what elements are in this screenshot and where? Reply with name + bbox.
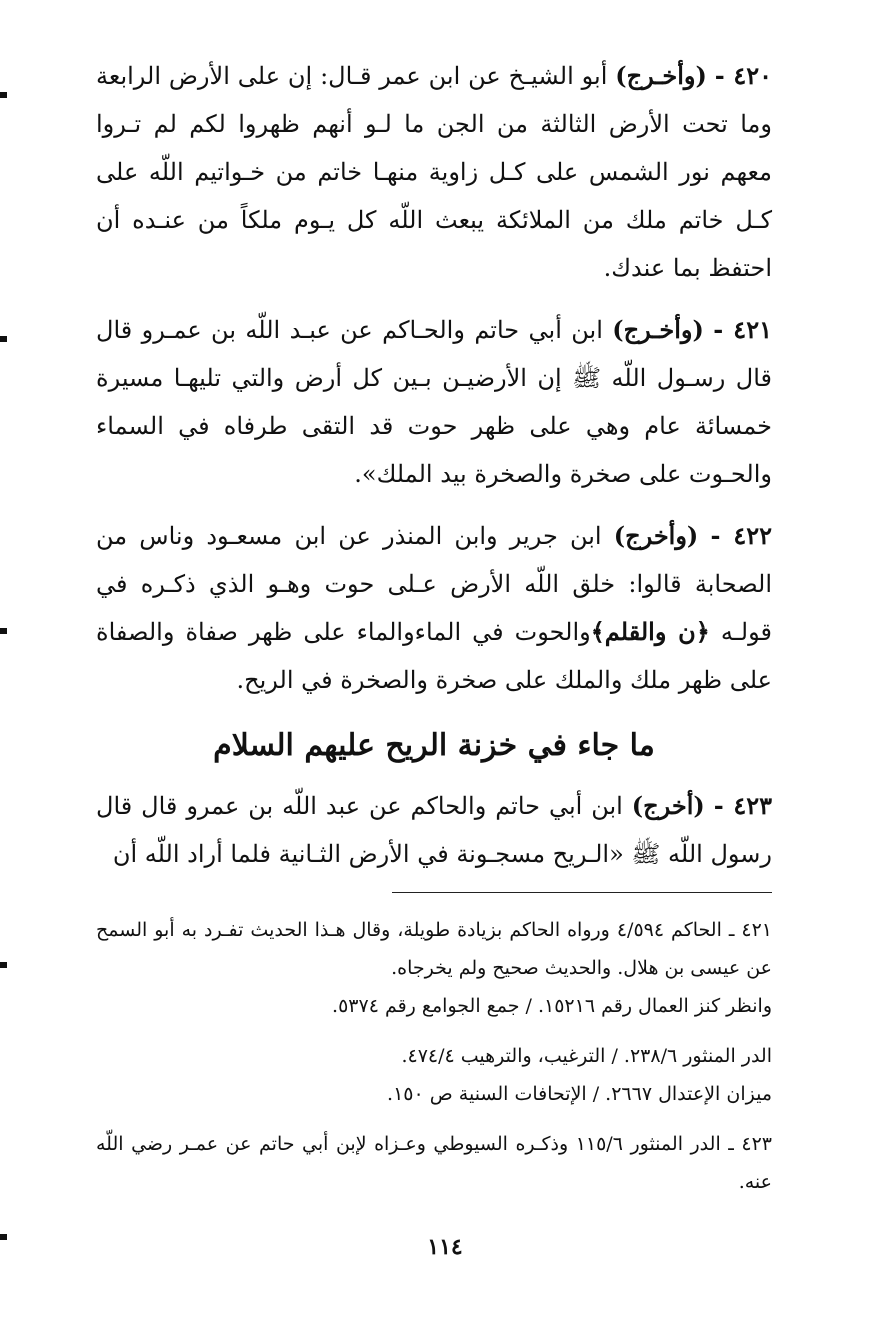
hadith-keyword: (وأخـرج): [612, 315, 704, 344]
hadith-number: ٤٢٢ -: [710, 521, 772, 550]
hadith-420: [96, 52, 772, 292]
hadith-number: ٤٢٣ -: [713, 791, 772, 820]
footnote-line: وانظر كنز العمال رقم ١٥٢١٦. / جمع الجوامع رقم ٥٣٧٤.: [332, 995, 772, 1017]
footnote-421: ٤٢١ ـ الحاكم ٤/٥٩٤ ورواه الحاكم بزيادة طويلة، وقال هـذا الحديث تفـرد به أبو السمح عن عيسى بن هلال. والحديث صحيح ولم يخرجاه.: [96, 919, 772, 979]
footnote-line: الدر المنثور ٢٣٨/٦. / الترغيب، والترهيب ٤٧٤/٤.: [401, 1045, 772, 1067]
footnotes: [96, 911, 772, 1201]
hadith-number: ٤٢١ -: [713, 315, 772, 344]
hadith-keyword: (وأخـرج): [615, 61, 707, 90]
footnote-line: ميزان الإعتدال ٢٦٦٧. / الإتحافات السنية ص ١٥٠.: [387, 1083, 772, 1105]
hadith-423: [96, 782, 772, 878]
scan-edge-mark: [0, 1234, 7, 1240]
hadith-text: ابن جرير وابن المنذر عن ابن مسعـود وناس من الصحابة قالوا: خلق اللّه الأرض عـلى حوت وهـو الذي ذكـره في قولـه: [96, 522, 772, 646]
hadith-number: ٤٢٠ -: [714, 61, 772, 90]
scan-edge-mark: [0, 628, 7, 634]
hadith-text: ابن أبي حاتم والحاكم عن عبد اللّه بن عمرو قال قال رسول اللّه ﷺ «الـريح مسجـونة في الأرض الثـانية فلما أراد اللّه أن: [96, 792, 772, 868]
footnote-divider: [392, 892, 772, 893]
hadith-text: ابن أبي حاتم والحـاكم عن عبـد اللّه بن عمـرو قال قال رسـول اللّه ﷺ إن الأرضيـن بـين كل أرض والتي تليهـا مسيرة خمسائة عام وهي على ظهر حوت قد التقى طرفاه في السماء والحـوت على صخرة والصخرة بيد الملك».: [96, 316, 772, 488]
scan-edge-mark: [0, 336, 7, 342]
hadith-422: [96, 512, 772, 704]
hadith-text-continued: والحوت في الماءوالماء على ظهر صفاة والصفاة على ظهر ملك والملك على صخرة والصخرة في الريح.: [96, 618, 772, 694]
page-number: ١١٤: [427, 1234, 463, 1260]
section-heading: ما جاء في خزنة الريح عليهم السلام: [213, 728, 655, 763]
hadith-keyword: (وأخرج): [613, 521, 699, 550]
hadith-text: أبو الشيـخ عن ابن عمر قـال: إن على الأرض الرابعة وما تحت الأرض الثالثة من الجن ما لـو أنهم ظهروا لكم لم تـروا معهم نور الشمس على كـل زاوية منهـا خاتم من خـواتيم اللّه على كـل خاتم ملك من الملائكة يبعث اللّه كل يـوم ملكاً من عنـده أن احتفظ بما عندك.: [96, 62, 772, 282]
page-body: [96, 52, 772, 1201]
quran-quote: ﴿ن والقلم﴾: [590, 617, 710, 646]
hadith-421: [96, 306, 772, 498]
footnote-423: ٤٢٣ ـ الدر المنثور ١١٥/٦ وذكـره السيوطي وعـزاه لإبن أبي حاتم عن عمـر رضي اللّه عنه.: [96, 1133, 772, 1193]
scan-edge-mark: [0, 92, 7, 98]
hadith-keyword: (أخرج): [631, 791, 705, 820]
scan-edge-mark: [0, 962, 7, 968]
